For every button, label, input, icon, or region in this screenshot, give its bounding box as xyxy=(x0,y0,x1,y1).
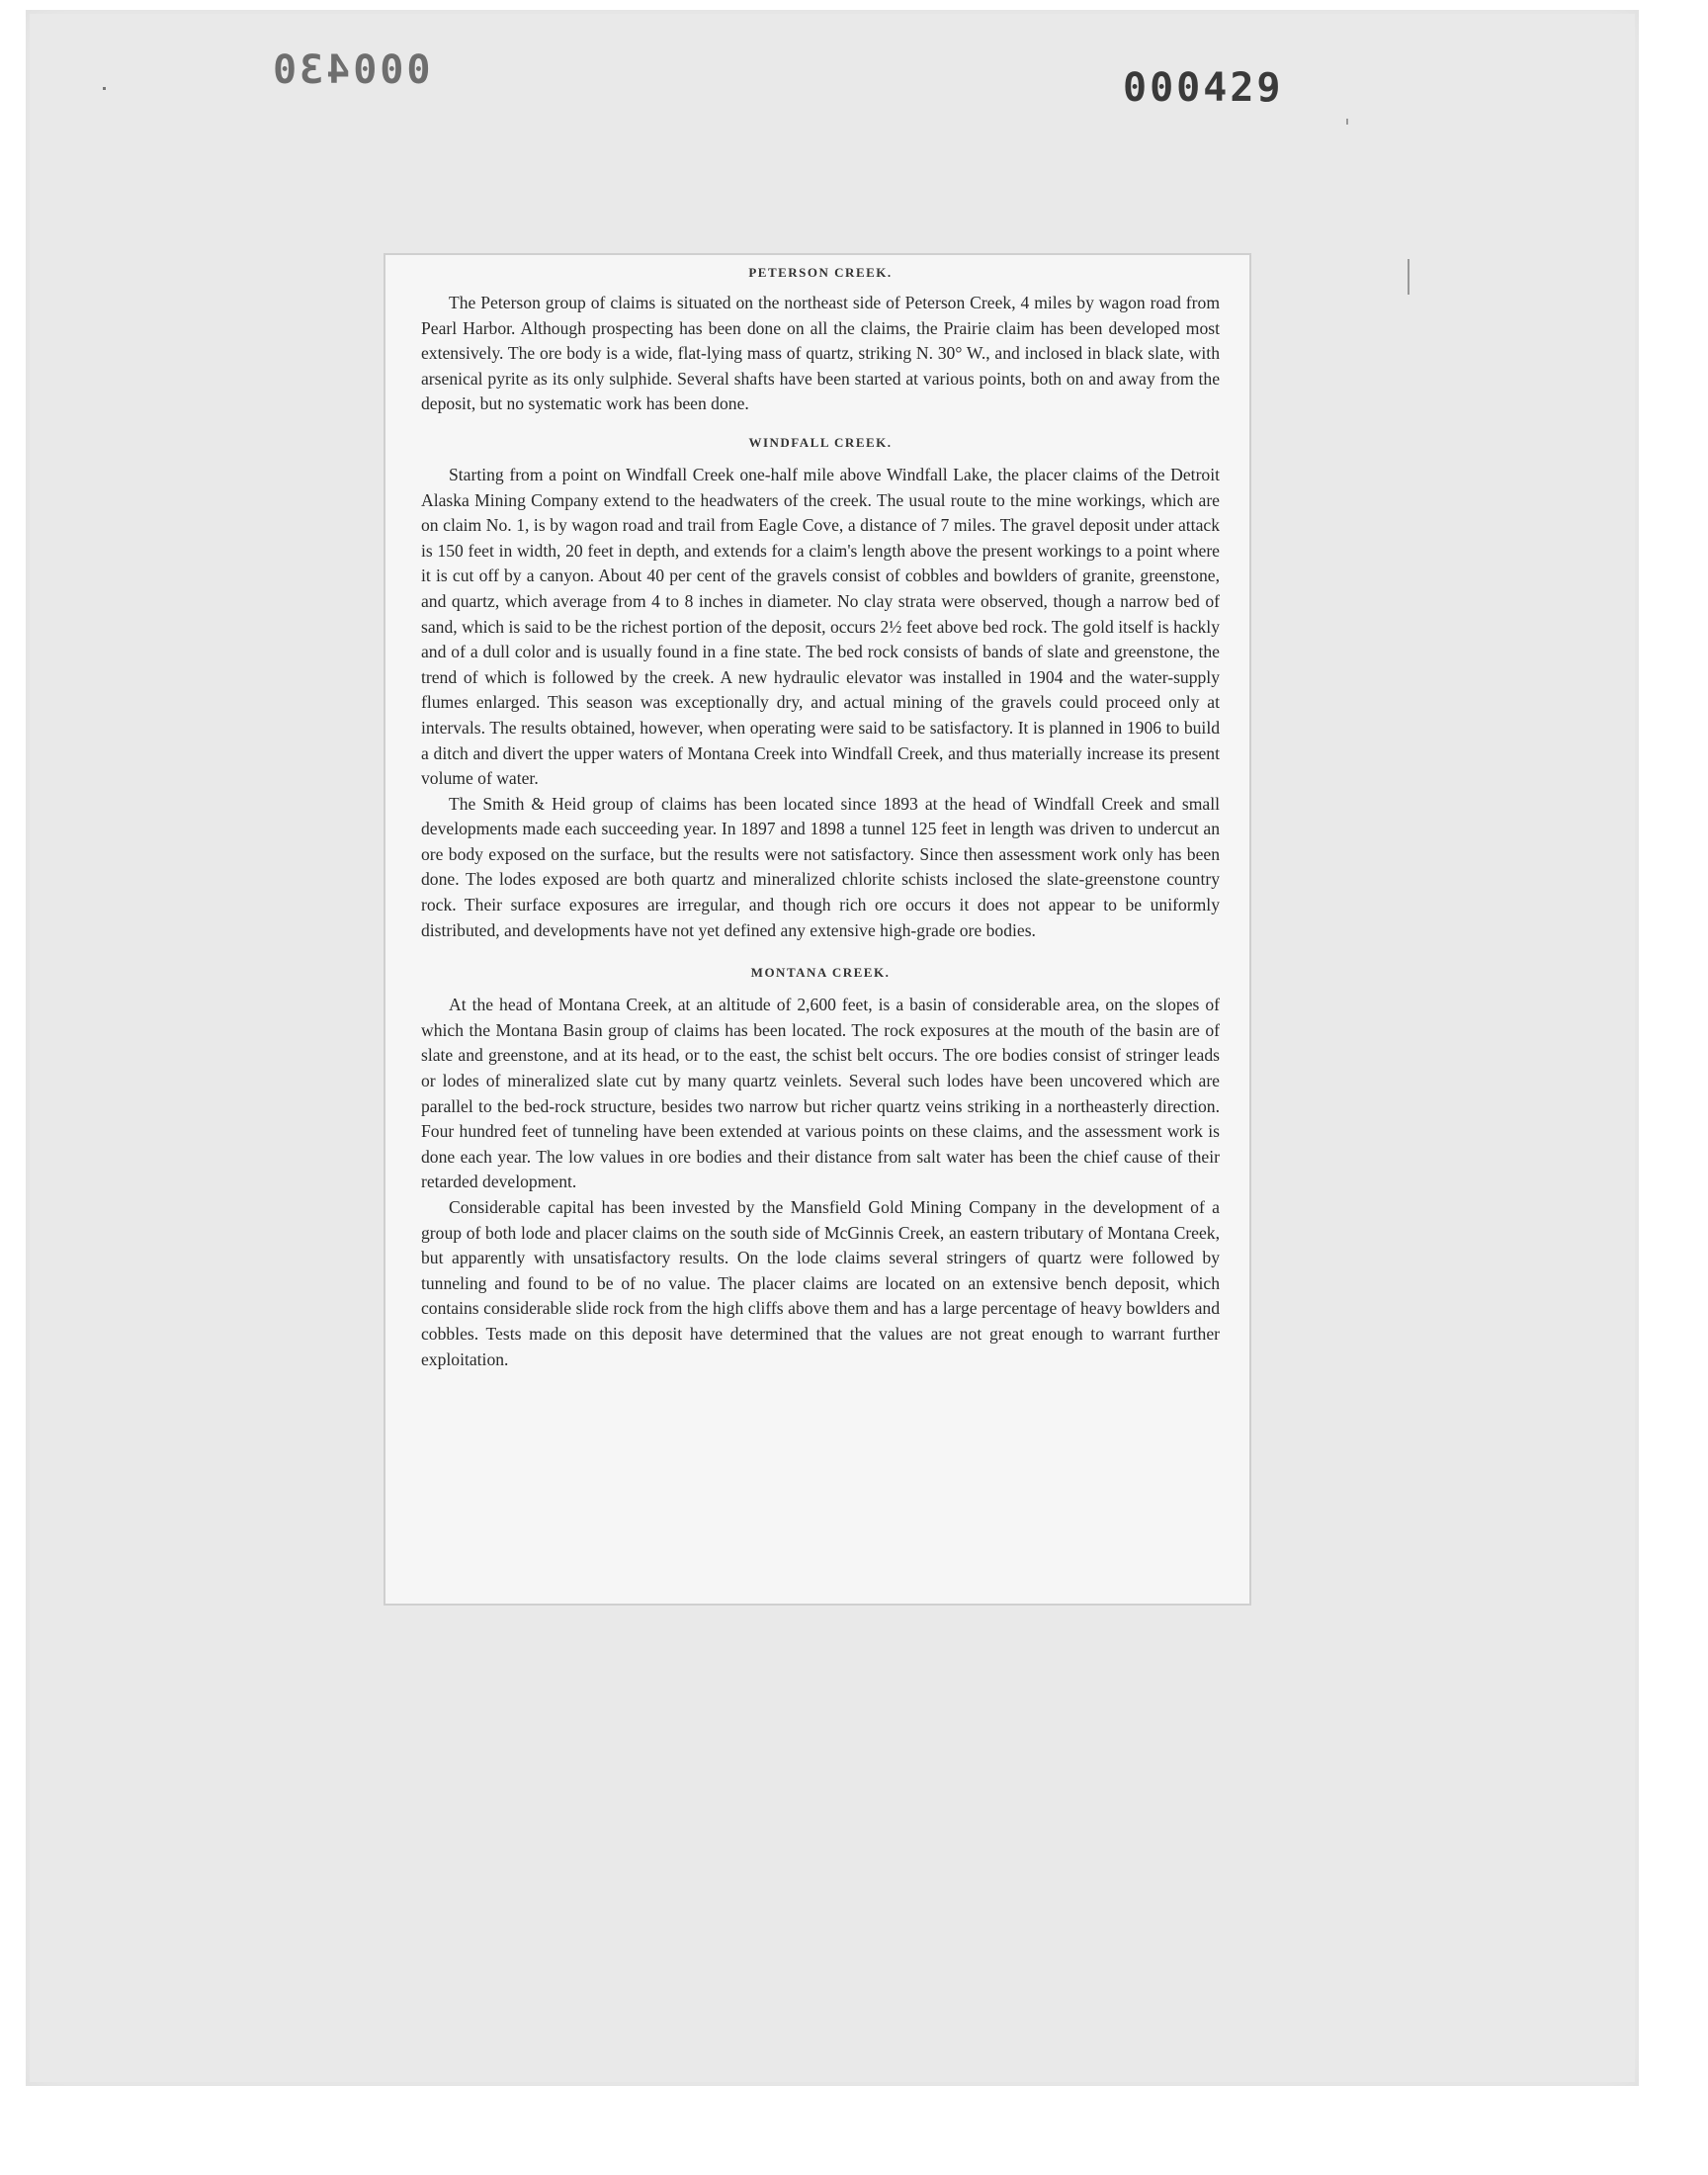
paragraph-windfall-creek-smith-heid: The Smith & Heid group of claims has been located since 1893 at the head of Windfall Creek and small developments made each succeeding year. In 1897 and 1898 a tunnel 125 feet in length was driven to undercut an ore body exposed on the surface, but the results were not satisfactory. Since then assessment work only has been done. The lodes exposed are both quartz and mineralized chlorite schists inclosed the slate-greenstone country rock. Their surface exposures are irregular, and though rich ore occurs it does not appear to be uniformly distributed, and developments have not yet defined any extensive high-grade ore bodies. xyxy=(421,793,1220,940)
page-number-stamp-mirrored: 000430 xyxy=(270,47,431,93)
section-heading-windfall-creek: WINDFALL CREEK. xyxy=(748,434,893,450)
page-content xyxy=(421,261,1220,1372)
scan-speck xyxy=(1346,119,1348,125)
paragraph-montana-creek-mansfield: Considerable capital has been invested by the Mansfield Gold Mining Company in the development of a group of both lode and placer claims on the south side of McGinnis Creek, an eastern tributary of Montana Creek, but apparently with unsatisfactory results. On the lode claims several stringers of quartz were followed by tunneling and found to be of no value. The placer claims are located on an extensive bench deposit, which contains considerable slide rock from the high cliffs above them and has a large percentage of heavy bowlders and cobbles. Tests made on this deposit have determined that the values are not great enough to warrant further exploitation. xyxy=(421,1197,1220,1369)
scan-speck xyxy=(103,87,106,90)
paragraph-windfall-creek-placer: Starting from a point on Windfall Creek one-half mile above Windfall Lake, the placer claims of the Detroit Alaska Mining Company extend to the headwaters of the creek. The usual route to the mine workings, which are on claim No. 1, is by wagon road and trail from Eagle Cove, a distance of 7 miles. The gravel deposit under attack is 150 feet in width, 20 feet in depth, and extends for a claim's length above the present workings to a point where it is cut off by a canyon. About 40 per cent of the gravels consist of cobbles and bowlders of granite, greenstone, and quartz, which average from 4 to 8 inches in diameter. No clay strata were observed, though a narrow bed of sand, which is said to be the richest portion of the deposit, occurs 2½ feet above bed rock. The gold itself is hackly and of a dull color and is usually found in a fine state. The bed rock consists of bands of slate and greenstone, the trend of which is followed by the creek. A new hydraulic elevator was installed in 1904 and the water-supply flumes enlarged. This season was exceptionally dry, and actual mining of the gravels could proceed only at intervals. The results obtained, however, when operating were said to be satisfactory. It is planned in 1906 to build a ditch and divert the upper waters of Montana Creek into Windfall Creek, and thus materially increase its present volume of water. xyxy=(421,464,1220,789)
document-page xyxy=(385,255,1249,1604)
scan-mark xyxy=(1408,259,1409,295)
paragraph-montana-creek-basin: At the head of Montana Creek, at an altitude of 2,600 feet, is a basin of considerable area, on the slopes of which the Montana Basin group of claims has been located. The rock exposures at the mouth of the basin are of slate and greenstone, and at its head, or to the east, the schist belt occurs. The ore bodies consist of stringer leads or lodes of mineralized slate cut by many quartz veinlets. Several such lodes have been uncovered which are parallel to the bed-rock structure, besides two narrow but richer quartz veins striking in a northeasterly direction. Four hundred feet of tunneling have been extended at various points on these claims, and the assessment work is done each year. The low values in ore bodies and their distance from salt water has been the chief cause of their retarded development. xyxy=(421,995,1220,1192)
paragraph-peterson-creek: The Peterson group of claims is situated on the northeast side of Peterson Creek, 4 miles by wagon road from Pearl Harbor. Although prospecting has been done on all the claims, the Prairie claim has been developed most extensively. The ore body is a wide, flat-lying mass of quartz, striking N. 30° W., and inclosed in black slate, with arsenical pyrite as its only sulphide. Several shafts have been started at various points, both on and away from the deposit, but no systematic work has been done. xyxy=(421,293,1220,414)
section-heading-peterson-creek: PETERSON CREEK. xyxy=(748,265,893,280)
section-heading-montana-creek: MONTANA CREEK. xyxy=(750,965,891,981)
page-number-stamp: 000429 xyxy=(1123,65,1284,111)
